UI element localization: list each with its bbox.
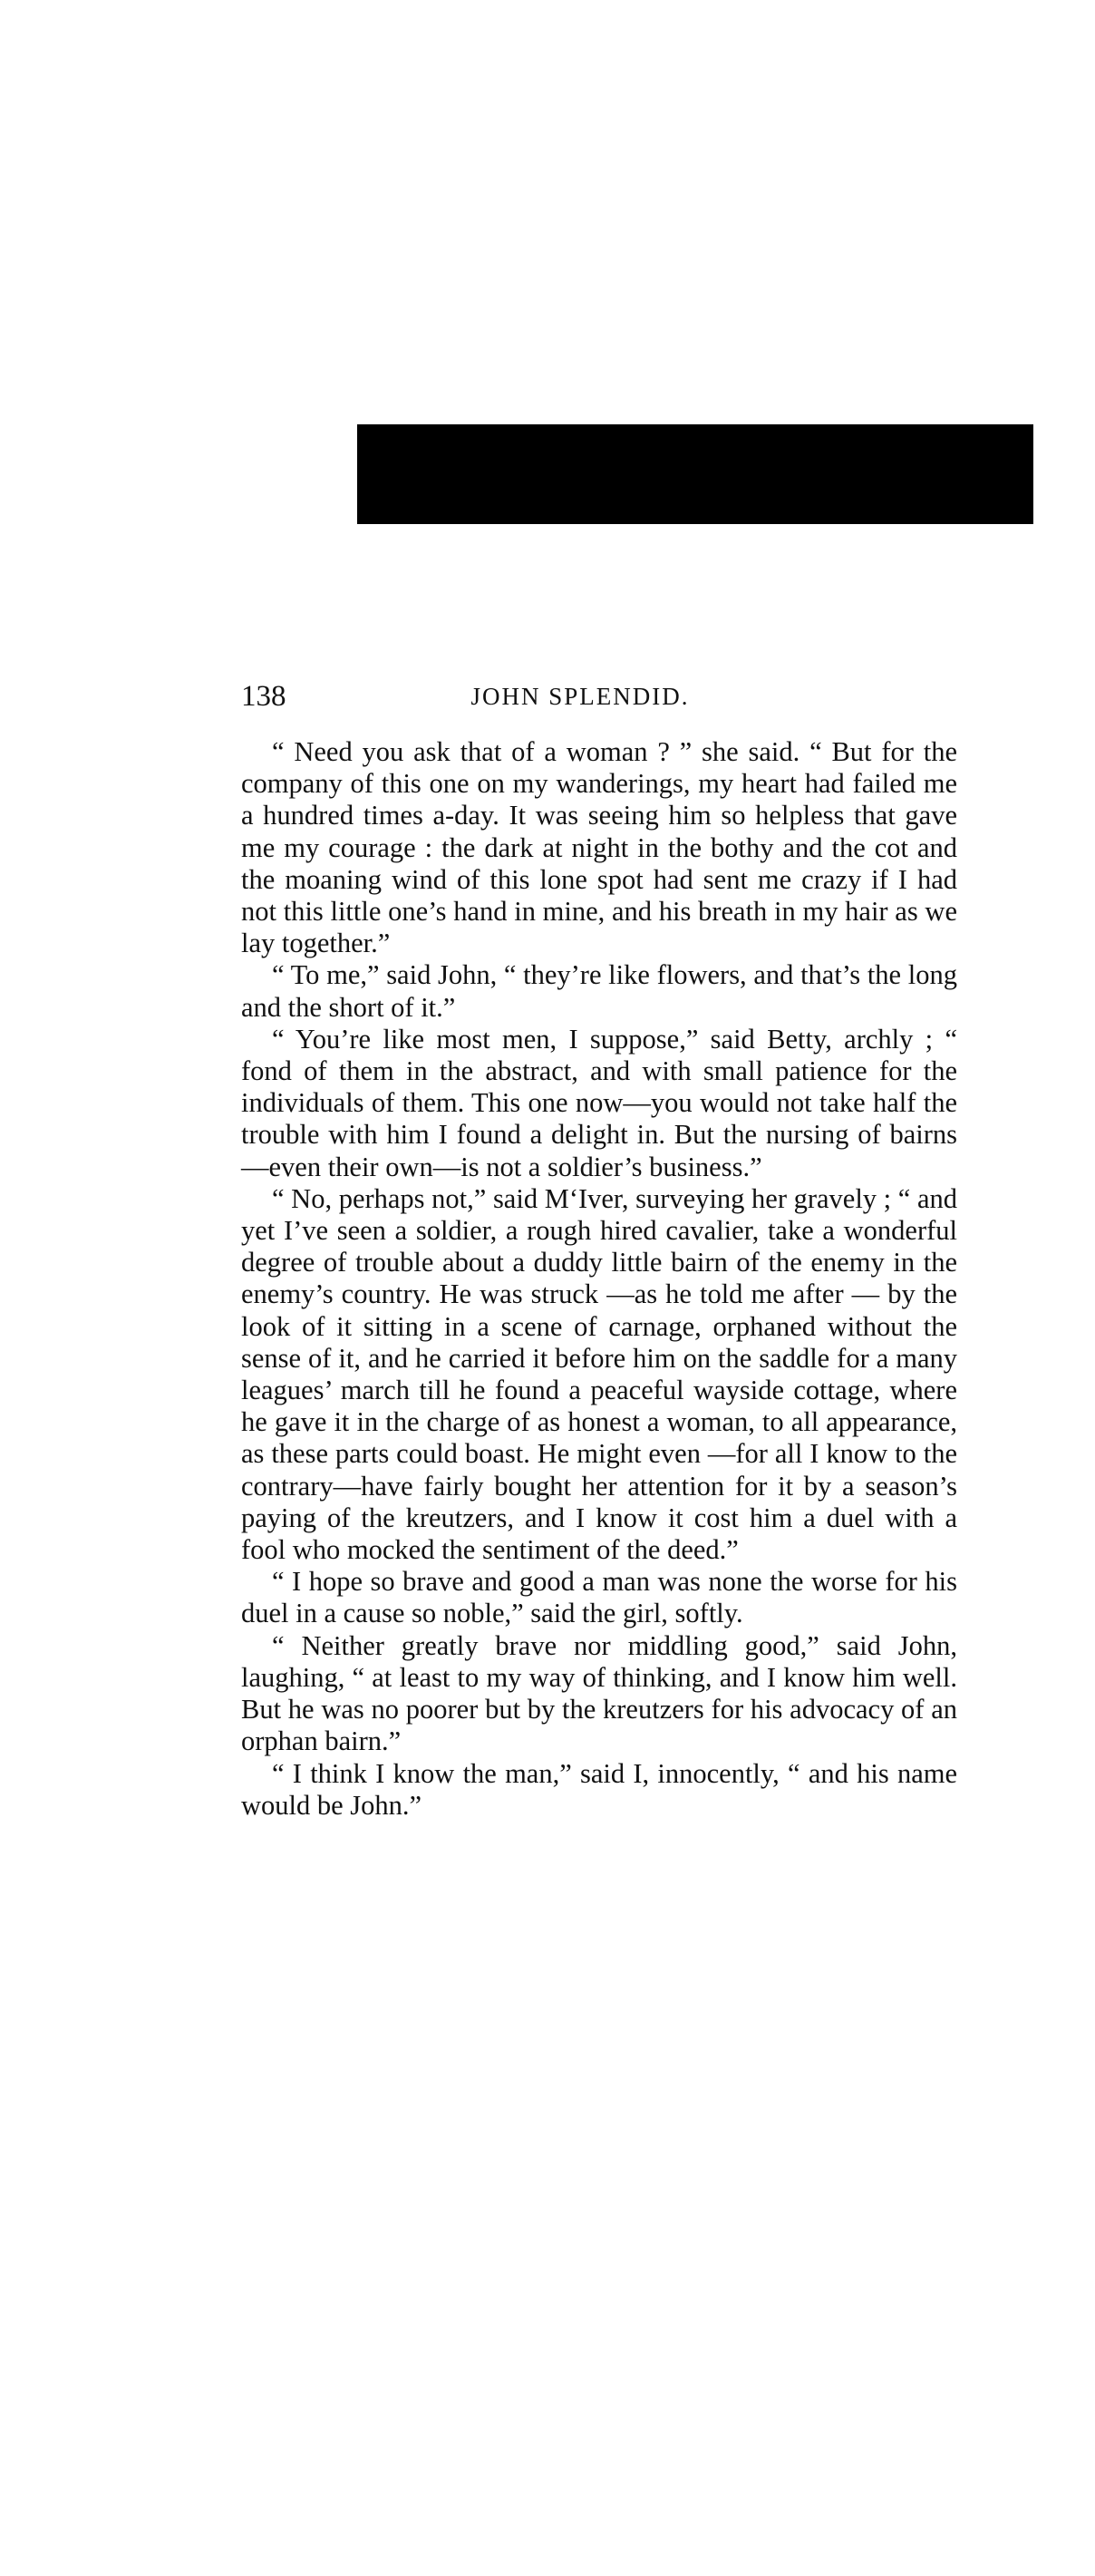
running-head bbox=[241, 678, 919, 714]
body-text bbox=[241, 736, 957, 1822]
paragraph: “ I think I know the man,” said I, innocently, “ and his name would be John.” bbox=[241, 1757, 957, 1821]
paragraph: “ Neither greatly brave nor middling good,” said John, laughing, “ at least to my way of thinking, and I know him well. But he was no poorer but by the kreutzers for his advocacy of an orphan bairn.” bbox=[241, 1629, 957, 1757]
paragraph: “ I hope so brave and good a man was none the worse for his duel in a cause so noble,” said the girl, softly. bbox=[241, 1566, 957, 1629]
paragraph: “ To me,” said John, “ they’re like flowers, and that’s the long and the short of it.” bbox=[241, 959, 957, 1023]
redaction-bar bbox=[357, 424, 1033, 524]
paragraph: “ No, perhaps not,” said M‘Iver, surveying her gravely ; “ and yet I’ve seen a soldier, a rough hired cavalier, take a wonderful degree of trouble about a duddy little bairn of the enemy in the enemy’s country. He was struck —as he told me after — by the look of it sitting in a scene of carnage, orphaned without the sense of it, and he carried it before him on the saddle for a many leagues’ march till he found a peaceful wayside cottage, where he gave it in the charge of as honest a woman, to all appearance, as these parts could boast. He might even —for all I know to the contrary—have fairly bought her attention for it by a season’s paying of the kreutzers, and I know it cost him a duel with a fool who mocked the sentiment of the deed.” bbox=[241, 1182, 957, 1566]
paragraph: “ Need you ask that of a woman ? ” she said. “ But for the company of this one on my wanderings, my heart had failed me a hundred times a-day. It was seeing him so helpless that gave me my courage : the dark at night in the bothy and the cot and the moaning wind of this lone spot had sent me crazy if I had not this little one’s hand in mine, and his breath in my hair as we lay together.” bbox=[241, 736, 957, 959]
paragraph: “ You’re like most men, I suppose,” said Betty, archly ; “ fond of them in the abstract, and with small patience for the individuals of them. This one now—you would not take half the trouble with him I found a delight in. But the nursing of bairns—even their own—is not a soldier’s business.” bbox=[241, 1023, 957, 1182]
page-number: 138 bbox=[241, 680, 286, 713]
running-title: JOHN SPLENDID. bbox=[470, 683, 690, 710]
